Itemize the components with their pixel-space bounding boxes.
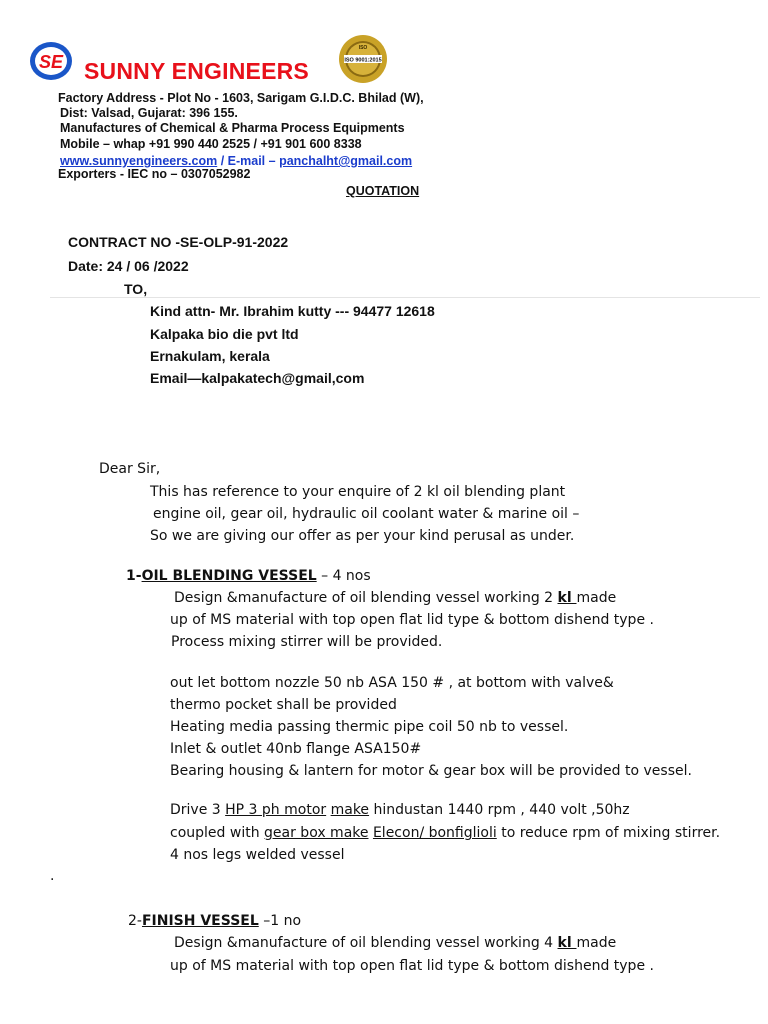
client-company: Kalpaka bio die pvt ltd [150, 326, 299, 342]
client-email: Email—kalpakatech@gmail,com [150, 370, 365, 386]
item-1-line-2: up of MS material with top open flat lid type & bottom dishend type . [170, 612, 654, 628]
item-1-heading: 1-OIL BLENDING VESSEL – 4 nos [126, 568, 371, 584]
kind-attn: Kind attn- Mr. Ibrahim kutty --- 94477 12618 [150, 303, 435, 319]
company-name: SUNNY ENGINEERS [84, 58, 309, 84]
document-title: QUOTATION [346, 184, 420, 198]
item-1-line-3: Process mixing stirrer will be provided. [171, 634, 443, 650]
iso-seal [338, 34, 388, 84]
exporters-line: Exporters - IEC no – 0307052982 [58, 167, 251, 181]
item-1-line-8: Bearing housing & lantern for motor & gear box will be provided to vessel. [170, 763, 692, 779]
email-label: / E-mail – [217, 154, 280, 168]
item-1-drive-line: Drive 3 HP 3 ph motor make hindustan 1440 rpm , 440 volt ,50hz [170, 802, 630, 818]
contract-number: CONTRACT NO -SE-OLP-91-2022 [68, 234, 289, 250]
divider [50, 297, 760, 298]
letter-line-1: This has reference to your enquire of 2 kl oil blending plant [150, 484, 566, 500]
manufactures-line: Manufactures of Chemical & Pharma Process Equipments [60, 121, 405, 135]
contract-date: Date: 24 / 06 /2022 [68, 258, 189, 274]
item-1-line-1: Design &manufacture of oil blending vessel working 2 kl made [174, 590, 617, 606]
item-2-line-1: Design &manufacture of oil blending vessel working 4 kl made [174, 935, 617, 951]
seal-top-text: ISO [358, 45, 368, 51]
to-label: TO, [124, 281, 148, 297]
letter-line-2: engine oil, gear oil, hydraulic oil coolant water & marine oil – [153, 506, 580, 522]
item-1-line-7: Inlet & outlet 40nb flange ASA150# [170, 741, 422, 757]
item-2-heading: 2-FINISH VESSEL –1 no [128, 913, 302, 929]
item-1-line-4: out let bottom nozzle 50 nb ASA 150 # , at bottom with valve& [170, 675, 614, 691]
address-line-2: Dist: Valsad, Gujarat: 396 155. [60, 106, 238, 120]
item-2-line-2: up of MS material with top open flat lid type & bottom dishend type . [170, 958, 654, 974]
seal-main-text: ISO 9001:2015 [344, 57, 382, 64]
salutation: Dear Sir, [99, 461, 161, 477]
stray-dot: . [50, 868, 55, 884]
website-link[interactable]: www.sunnyengineers.com [60, 154, 218, 168]
mobile-line: Mobile – whap +91 990 440 2525 / +91 901 600 8338 [60, 137, 362, 151]
logo-text: SE [38, 52, 64, 72]
item-1-coupling-line: coupled with gear box make Elecon/ bonfiglioli to reduce rpm of mixing stirrer. [170, 825, 721, 841]
client-city: Ernakulam, kerala [150, 348, 270, 364]
item-1-line-5: thermo pocket shall be provided [170, 697, 397, 713]
company-logo [28, 40, 74, 82]
letter-line-3: So we are giving our offer as per your kind perusal as under. [150, 528, 575, 544]
item-1-line-6: Heating media passing thermic pipe coil 50 nb to vessel. [170, 719, 569, 735]
email-link[interactable]: panchalht@gmail.com [279, 154, 413, 168]
item-1-legs-line: 4 nos legs welded vessel [170, 847, 345, 863]
address-line-1: Factory Address - Plot No - 1603, Sarigam G.I.D.C. Bhilad (W), [58, 91, 424, 105]
